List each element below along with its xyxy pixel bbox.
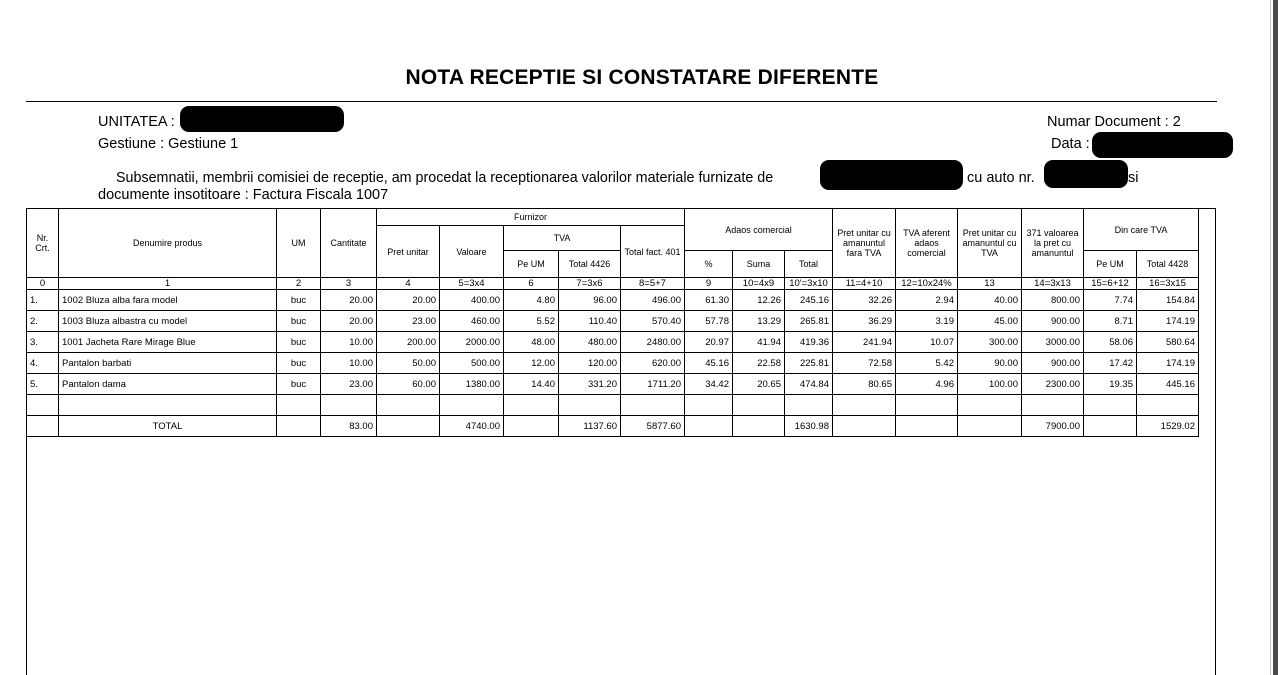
table-cell: 96.00 — [559, 290, 621, 311]
table-cell: 12=10x24% — [896, 278, 958, 290]
statement-documents: documente insotitoare : Factura Fiscala 1007 — [98, 187, 389, 203]
table-cell: 9 — [685, 278, 733, 290]
table-cell: 4.80 — [504, 290, 559, 311]
header-adaos: Adaos comercial — [685, 209, 833, 251]
header-pret-cu-tva: Pret unitar cu amanuntul cu TVA — [958, 209, 1022, 278]
table-cell: 20.65 — [733, 374, 785, 395]
table-cell: 445.16 — [1137, 374, 1199, 395]
header-valoare: Valoare — [440, 226, 504, 278]
table-row — [27, 374, 1199, 395]
table-cell: buc — [277, 290, 321, 311]
table-cell: 2300.00 — [1022, 374, 1084, 395]
table-cell: 36.29 — [833, 311, 896, 332]
table-cell: 900.00 — [1022, 353, 1084, 374]
table-cell: 419.36 — [785, 332, 833, 353]
table-cell: 3. — [27, 332, 59, 353]
table-cell: 1137.60 — [559, 416, 621, 437]
table-cell — [785, 395, 833, 416]
table-cell: 20.00 — [321, 290, 377, 311]
header-um: UM — [277, 209, 321, 278]
table-cell: 80.65 — [833, 374, 896, 395]
table-cell — [504, 395, 559, 416]
table-cell: 23.00 — [321, 374, 377, 395]
scrollbar-thumb[interactable] — [1273, 0, 1278, 675]
table-cell: 2480.00 — [621, 332, 685, 353]
table-cell — [504, 416, 559, 437]
table-cell: 474.84 — [785, 374, 833, 395]
unitatea-label: UNITATEA : — [98, 114, 175, 130]
header-adaos-total: Total — [785, 251, 833, 278]
table-cell — [1022, 395, 1084, 416]
table-cell: 8=5+7 — [621, 278, 685, 290]
table-cell — [733, 395, 785, 416]
table-cell: 83.00 — [321, 416, 377, 437]
table-cell: 496.00 — [621, 290, 685, 311]
table-cell: 1529.02 — [1137, 416, 1199, 437]
table-cell: 3.19 — [896, 311, 958, 332]
table-cell: 48.00 — [504, 332, 559, 353]
table-cell: 61.30 — [685, 290, 733, 311]
table-cell — [27, 395, 59, 416]
redacted-date — [1092, 132, 1233, 158]
header-cantitate: Cantitate — [321, 209, 377, 278]
table-cell — [685, 395, 733, 416]
empty-row — [27, 395, 1199, 416]
statement-text-3: si — [1128, 170, 1139, 186]
header-din-care-pe-um: Pe UM — [1084, 251, 1137, 278]
table-cell: buc — [277, 311, 321, 332]
redacted-unit-name — [180, 106, 344, 132]
table-cell: 20.00 — [321, 311, 377, 332]
table-cell — [896, 395, 958, 416]
header-din-care-tva: Din care TVA — [1084, 209, 1199, 251]
header-total-4428: Total 4428 — [1137, 251, 1199, 278]
table-cell: 14.40 — [504, 374, 559, 395]
table-cell: 120.00 — [559, 353, 621, 374]
table-cell: 2 — [277, 278, 321, 290]
table-cell — [59, 395, 277, 416]
table-cell: 265.81 — [785, 311, 833, 332]
table-cell: 4 — [377, 278, 440, 290]
table-cell: 34.42 — [685, 374, 733, 395]
reception-table — [26, 208, 1199, 437]
table-cell: 19.35 — [1084, 374, 1137, 395]
table-cell: 45.16 — [685, 353, 733, 374]
table-cell: 400.00 — [440, 290, 504, 311]
table-cell — [833, 395, 896, 416]
table-cell: 245.16 — [785, 290, 833, 311]
table-cell: 60.00 — [377, 374, 440, 395]
table-cell — [440, 395, 504, 416]
table-cell: 12.00 — [504, 353, 559, 374]
table-cell: 1001 Jacheta Rare Mirage Blue — [59, 332, 277, 353]
date-label: Data : — [1051, 136, 1090, 152]
table-cell: 20.00 — [377, 290, 440, 311]
table-cell: 5877.60 — [621, 416, 685, 437]
table-cell: 241.94 — [833, 332, 896, 353]
table-cell: 5.52 — [504, 311, 559, 332]
table-cell — [377, 416, 440, 437]
header-adaos-pct: % — [685, 251, 733, 278]
table-cell — [685, 416, 733, 437]
table-cell: 570.40 — [621, 311, 685, 332]
table-cell — [1084, 416, 1137, 437]
document-number: Numar Document : 2 — [1047, 114, 1181, 130]
header-tva-pe-um: Pe UM — [504, 251, 559, 278]
index-row — [27, 278, 1199, 290]
table-cell: 1711.20 — [621, 374, 685, 395]
table-cell: 14=3x13 — [1022, 278, 1084, 290]
table-cell: 10'=3x10 — [785, 278, 833, 290]
table-cell — [896, 416, 958, 437]
table-cell — [277, 395, 321, 416]
table-cell: 13.29 — [733, 311, 785, 332]
title-divider — [26, 101, 1217, 102]
table-row — [27, 332, 1199, 353]
table-row — [27, 353, 1199, 374]
table-cell: 174.19 — [1137, 353, 1199, 374]
table-cell: 41.94 — [733, 332, 785, 353]
table-cell: buc — [277, 332, 321, 353]
table-cell: 5. — [27, 374, 59, 395]
table-cell: 5=3x4 — [440, 278, 504, 290]
table-cell: TOTAL — [59, 416, 277, 437]
table-cell: 460.00 — [440, 311, 504, 332]
table-cell: 1003 Bluza albastra cu model — [59, 311, 277, 332]
header-valoarea-371: 371 valoarea la pret cu amanuntul — [1022, 209, 1084, 278]
table-cell: 480.00 — [559, 332, 621, 353]
table-cell: 13 — [958, 278, 1022, 290]
table-cell: Pantalon dama — [59, 374, 277, 395]
table-cell — [958, 416, 1022, 437]
header-denumire: Denumire produs — [59, 209, 277, 278]
redacted-car-number — [1044, 160, 1128, 188]
header-furnizor: Furnizor — [377, 209, 685, 226]
table-cell: 40.00 — [958, 290, 1022, 311]
table-cell: 580.64 — [1137, 332, 1199, 353]
header-pret-unitar: Pret unitar — [377, 226, 440, 278]
table-cell: 57.78 — [685, 311, 733, 332]
table-cell: 6 — [504, 278, 559, 290]
table-cell: Pantalon barbati — [59, 353, 277, 374]
table-row — [27, 311, 1199, 332]
table-cell — [733, 416, 785, 437]
table-cell: 3000.00 — [1022, 332, 1084, 353]
table-cell: 100.00 — [958, 374, 1022, 395]
table-cell: 1630.98 — [785, 416, 833, 437]
table-cell: 15=6+12 — [1084, 278, 1137, 290]
table-cell: 110.40 — [559, 311, 621, 332]
table-cell: 900.00 — [1022, 311, 1084, 332]
redacted-supplier — [820, 160, 963, 190]
table-cell: 50.00 — [377, 353, 440, 374]
table-cell: 90.00 — [958, 353, 1022, 374]
table-cell: 800.00 — [1022, 290, 1084, 311]
header-pret-fara-tva: Pret unitar cu amanuntul fara TVA — [833, 209, 896, 278]
table-cell: 2000.00 — [440, 332, 504, 353]
statement-text-2: cu auto nr. — [967, 170, 1035, 186]
header-nr-crt: Nr. Crt. — [27, 209, 59, 278]
table-cell — [1137, 395, 1199, 416]
table-cell: 58.06 — [1084, 332, 1137, 353]
table-cell: 174.19 — [1137, 311, 1199, 332]
table-cell: 32.26 — [833, 290, 896, 311]
table-cell: 0 — [27, 278, 59, 290]
table-cell: 16=3x15 — [1137, 278, 1199, 290]
table-cell: buc — [277, 353, 321, 374]
header-total-4426: Total 4426 — [559, 251, 621, 278]
table-cell: 45.00 — [958, 311, 1022, 332]
table-cell: 4. — [27, 353, 59, 374]
vertical-scrollbar[interactable] — [1270, 0, 1280, 675]
statement-text-1: Subsemnatii, membrii comisiei de receptie, am procedat la receptionarea valorilor materiale furnizate de — [116, 170, 774, 186]
table-cell: 2.94 — [896, 290, 958, 311]
table-cell — [321, 395, 377, 416]
table-cell: 331.20 — [559, 374, 621, 395]
header-total-fact: Total fact. 401 — [621, 226, 685, 278]
table-cell: 7=3x6 — [559, 278, 621, 290]
table-cell: 5.42 — [896, 353, 958, 374]
table-cell: 500.00 — [440, 353, 504, 374]
document-title: NOTA RECEPTIE SI CONSTATARE DIFERENTE — [405, 66, 879, 89]
total-row — [27, 416, 1199, 437]
table-cell: 10=4x9 — [733, 278, 785, 290]
table-row — [27, 290, 1199, 311]
table-cell: 300.00 — [958, 332, 1022, 353]
table-cell: 7900.00 — [1022, 416, 1084, 437]
table-cell: 7.74 — [1084, 290, 1137, 311]
table-cell: 620.00 — [621, 353, 685, 374]
table-cell — [833, 416, 896, 437]
table-cell: 2. — [27, 311, 59, 332]
table-cell: 3 — [321, 278, 377, 290]
table-cell: 1 — [59, 278, 277, 290]
table-cell: 23.00 — [377, 311, 440, 332]
table-cell — [277, 416, 321, 437]
table-cell: 8.71 — [1084, 311, 1137, 332]
header-adaos-suma: Suma — [733, 251, 785, 278]
table-cell: 17.42 — [1084, 353, 1137, 374]
table-cell: 200.00 — [377, 332, 440, 353]
table-cell — [559, 395, 621, 416]
table-cell: 11=4+10 — [833, 278, 896, 290]
table-cell: 10.00 — [321, 353, 377, 374]
gestiune-label: Gestiune : Gestiune 1 — [98, 136, 239, 152]
header-tva: TVA — [504, 226, 621, 251]
table-cell: 4740.00 — [440, 416, 504, 437]
table-cell — [27, 416, 59, 437]
table-cell: buc — [277, 374, 321, 395]
table-cell: 154.84 — [1137, 290, 1199, 311]
table-cell: 20.97 — [685, 332, 733, 353]
table-cell: 1380.00 — [440, 374, 504, 395]
table-cell — [1084, 395, 1137, 416]
table-cell: 10.00 — [321, 332, 377, 353]
header-tva-adaos: TVA aferent adaos comercial — [896, 209, 958, 278]
table-cell: 1. — [27, 290, 59, 311]
table-cell — [377, 395, 440, 416]
table-cell: 12.26 — [733, 290, 785, 311]
table-cell — [958, 395, 1022, 416]
table-cell: 10.07 — [896, 332, 958, 353]
table-cell: 72.58 — [833, 353, 896, 374]
table-cell — [621, 395, 685, 416]
table-cell: 22.58 — [733, 353, 785, 374]
table-cell: 1002 Bluza alba fara model — [59, 290, 277, 311]
table-cell: 4.96 — [896, 374, 958, 395]
table-cell: 225.81 — [785, 353, 833, 374]
